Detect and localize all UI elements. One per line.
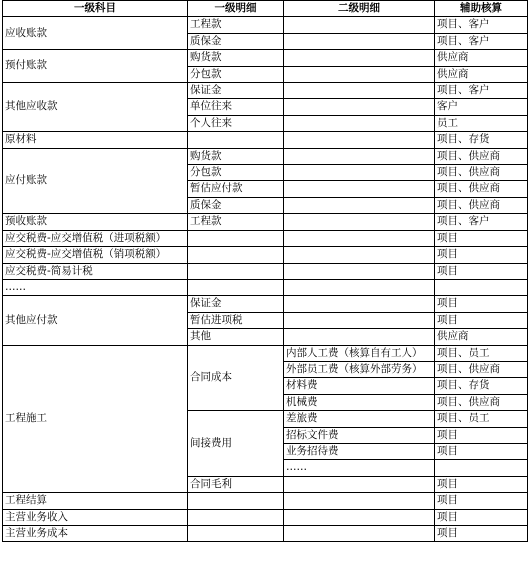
detail1-cell (188, 526, 284, 542)
aux-cell: 项目、存货 (435, 378, 528, 394)
account-cell: 工程结算 (3, 493, 188, 509)
account-cell: 预付账款 (3, 50, 188, 83)
detail1-cell (188, 132, 284, 148)
aux-cell: 项目、客户 (435, 83, 528, 99)
table-row (3, 247, 528, 263)
aux-cell: 项目、客户 (435, 214, 528, 230)
detail2-cell (284, 214, 435, 230)
detail2-cell (284, 66, 435, 82)
detail2-cell (284, 296, 435, 312)
detail1-cell: 分包款 (188, 66, 284, 82)
detail1-cell: 暂估应付款 (188, 181, 284, 197)
account-cell: 应交税费-应交增值税（销项税额） (3, 247, 188, 263)
detail1-cell: 购货款 (188, 50, 284, 66)
detail1-cell: 质保金 (188, 33, 284, 49)
detail1-cell: 质保金 (188, 197, 284, 213)
detail1-cell: 单位往来 (188, 99, 284, 115)
account-cell: 应付账款 (3, 148, 188, 214)
detail2-cell: 内部人工费（核算自有工人） (284, 345, 435, 361)
detail1-cell: 间接费用 (188, 411, 284, 477)
table-row (3, 493, 528, 509)
detail2-cell (284, 99, 435, 115)
table-row (3, 345, 528, 361)
aux-cell: 项目、员工 (435, 345, 528, 361)
detail2-cell (284, 263, 435, 279)
aux-cell: 项目 (435, 526, 528, 542)
aux-cell: 项目、客户 (435, 33, 528, 49)
detail2-cell (284, 165, 435, 181)
aux-cell: 项目、供应商 (435, 197, 528, 213)
aux-cell: 项目 (435, 296, 528, 312)
table-row (3, 214, 528, 230)
aux-cell: 员工 (435, 115, 528, 131)
aux-cell: 项目 (435, 247, 528, 263)
aux-cell: 供应商 (435, 329, 528, 345)
detail2-cell (284, 493, 435, 509)
detail2-cell: 招标文件费 (284, 427, 435, 443)
aux-cell: 项目、供应商 (435, 361, 528, 377)
aux-cell: 项目、存货 (435, 132, 528, 148)
detail2-cell (284, 526, 435, 542)
table-row (3, 230, 528, 246)
aux-cell: 项目 (435, 476, 528, 492)
aux-cell (435, 460, 528, 476)
detail2-cell (284, 83, 435, 99)
aux-cell (435, 279, 528, 295)
aux-cell: 项目、客户 (435, 17, 528, 33)
detail1-cell: 工程款 (188, 17, 284, 33)
account-cell: 主营业务成本 (3, 526, 188, 542)
detail2-cell (284, 279, 435, 295)
detail1-cell (188, 230, 284, 246)
aux-cell: 项目、供应商 (435, 394, 528, 410)
table-row (3, 148, 528, 164)
detail2-cell: 材料费 (284, 378, 435, 394)
table-row (3, 17, 528, 33)
aux-cell: 项目 (435, 493, 528, 509)
account-cell: 预收账款 (3, 214, 188, 230)
aux-cell: 项目 (435, 443, 528, 459)
aux-cell: 客户 (435, 99, 528, 115)
detail1-cell: 暂估进项税 (188, 312, 284, 328)
table-row (3, 526, 528, 542)
aux-cell: 供应商 (435, 50, 528, 66)
detail2-cell (284, 476, 435, 492)
detail1-cell: 其他 (188, 329, 284, 345)
account-cell: …… (3, 279, 188, 295)
detail2-cell: 差旅费 (284, 411, 435, 427)
account-cell: 其他应收款 (3, 83, 188, 132)
detail1-cell (188, 263, 284, 279)
detail1-cell (188, 509, 284, 525)
detail1-cell: 分包款 (188, 165, 284, 181)
detail2-cell (284, 50, 435, 66)
detail2-cell (284, 17, 435, 33)
detail2-cell (284, 33, 435, 49)
detail1-cell (188, 247, 284, 263)
aux-cell: 项目、供应商 (435, 181, 528, 197)
table-row (3, 263, 528, 279)
detail2-cell (284, 115, 435, 131)
detail2-cell (284, 312, 435, 328)
table-row (3, 83, 528, 99)
account-cell: 工程施工 (3, 345, 188, 493)
table-row (3, 279, 528, 295)
detail2-cell: 外部员工费（核算外部劳务） (284, 361, 435, 377)
detail2-cell (284, 197, 435, 213)
detail1-cell (188, 279, 284, 295)
account-cell: 主营业务收入 (3, 509, 188, 525)
table-row (3, 132, 528, 148)
detail2-cell (284, 132, 435, 148)
detail2-cell: 机械费 (284, 394, 435, 410)
detail2-cell (284, 181, 435, 197)
detail1-cell: 个人往来 (188, 115, 284, 131)
detail2-cell: …… (284, 460, 435, 476)
aux-cell: 项目、供应商 (435, 165, 528, 181)
aux-cell: 项目 (435, 427, 528, 443)
detail1-cell: 合同毛利 (188, 476, 284, 492)
account-cell: 应收账款 (3, 17, 188, 50)
table-row (3, 509, 528, 525)
detail1-cell: 保证金 (188, 83, 284, 99)
header-cell: 二级明细 (284, 1, 435, 17)
detail2-cell (284, 148, 435, 164)
detail1-cell: 保证金 (188, 296, 284, 312)
detail2-cell: 业务招待费 (284, 443, 435, 459)
header-row (3, 1, 528, 17)
header-cell: 一级科目 (3, 1, 188, 17)
aux-cell: 项目 (435, 312, 528, 328)
accounting-table (2, 0, 528, 542)
aux-cell: 项目 (435, 230, 528, 246)
account-cell: 应交税费-简易计税 (3, 263, 188, 279)
table-row (3, 296, 528, 312)
account-cell: 原材料 (3, 132, 188, 148)
account-cell: 其他应付款 (3, 296, 188, 345)
detail2-cell (284, 230, 435, 246)
detail2-cell (284, 329, 435, 345)
aux-cell: 项目、供应商 (435, 148, 528, 164)
detail2-cell (284, 247, 435, 263)
detail1-cell (188, 493, 284, 509)
aux-cell: 项目、员工 (435, 411, 528, 427)
aux-cell: 项目 (435, 509, 528, 525)
table-row (3, 50, 528, 66)
detail1-cell: 合同成本 (188, 345, 284, 411)
aux-cell: 项目 (435, 263, 528, 279)
header-cell: 辅助核算 (435, 1, 528, 17)
account-cell: 应交税费-应交增值税（进项税额） (3, 230, 188, 246)
detail1-cell: 购货款 (188, 148, 284, 164)
aux-cell: 供应商 (435, 66, 528, 82)
detail2-cell (284, 509, 435, 525)
detail1-cell: 工程款 (188, 214, 284, 230)
header-cell: 一级明细 (188, 1, 284, 17)
